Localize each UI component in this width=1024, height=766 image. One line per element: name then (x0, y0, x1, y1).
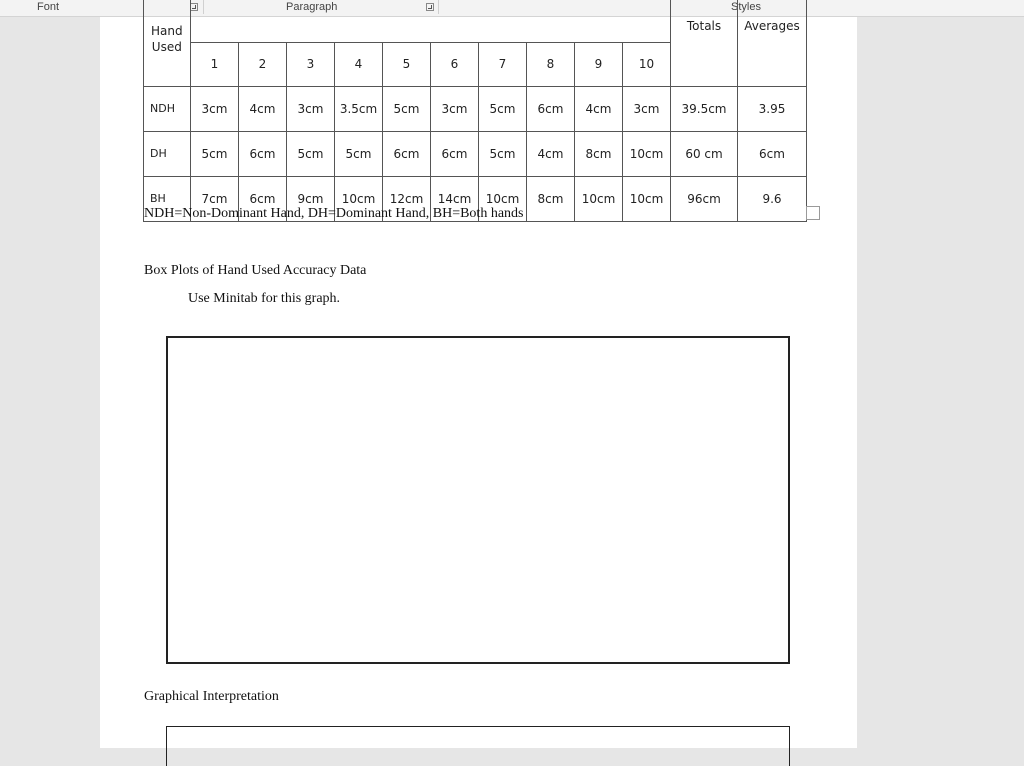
table-cell[interactable]: 10cm (335, 176, 383, 221)
table-cell[interactable]: 10cm (623, 176, 671, 221)
trial-number[interactable]: 5 (383, 42, 431, 86)
trial-number[interactable]: 2 (239, 42, 287, 86)
table-cell[interactable]: 4cm (575, 86, 623, 131)
table-cell[interactable]: 3cm (191, 86, 239, 131)
table-row-ndh (144, 86, 807, 131)
row-label[interactable]: BH (144, 176, 191, 221)
table-cell[interactable]: 14cm (431, 176, 479, 221)
boxplot-instruction: Use Minitab for this graph. (188, 291, 341, 306)
trial-number[interactable]: 9 (575, 42, 623, 86)
row-label[interactable]: NDH (144, 86, 191, 131)
table-cell[interactable]: 4cm (527, 131, 575, 176)
table-cell[interactable]: 6cm (527, 86, 575, 131)
table-cell[interactable]: 10cm (479, 176, 527, 221)
table-cell[interactable]: 8cm (527, 176, 575, 221)
table-cell[interactable]: 5cm (479, 131, 527, 176)
table-cell[interactable]: 4cm (239, 86, 287, 131)
table-cell[interactable]: 12cm (383, 176, 431, 221)
table-cell[interactable]: 6cm (383, 131, 431, 176)
averages-header[interactable]: Averages (738, 0, 807, 86)
table-cell[interactable]: 5cm (335, 131, 383, 176)
boxplot-placeholder-box[interactable] (166, 336, 790, 664)
average-cell[interactable]: 9.6 (738, 176, 807, 221)
total-cell[interactable]: 60 cm (671, 131, 738, 176)
trial-number[interactable]: 7 (479, 42, 527, 86)
table-cell[interactable]: 5cm (287, 131, 335, 176)
average-cell[interactable]: 6cm (738, 131, 807, 176)
trial-header-cell[interactable] (191, 0, 671, 42)
font-group-label: Font (37, 1, 60, 13)
row-header-label: Hand Used (151, 24, 183, 54)
table-row-dh (144, 131, 807, 176)
styles-group-label: Styles (731, 1, 761, 13)
trial-number[interactable]: 1 (191, 42, 239, 86)
table-cell[interactable]: 5cm (191, 131, 239, 176)
totals-header[interactable]: Totals (671, 0, 738, 86)
table-cell[interactable]: 10cm (575, 176, 623, 221)
table-cell[interactable]: 10cm (623, 131, 671, 176)
table-cell[interactable]: 3cm (623, 86, 671, 131)
total-cell[interactable]: 96cm (671, 176, 738, 221)
paragraph-group-label: Paragraph (286, 1, 338, 13)
table-cell[interactable]: 9cm (287, 176, 335, 221)
table-cell[interactable]: 6cm (239, 176, 287, 221)
trial-number[interactable]: 3 (287, 42, 335, 86)
table-cell[interactable]: 7cm (191, 176, 239, 221)
table-cell[interactable]: 3.5cm (335, 86, 383, 131)
row-label[interactable]: DH (144, 131, 191, 176)
table-cell[interactable]: 3cm (287, 86, 335, 131)
table-cell[interactable]: 5cm (383, 86, 431, 131)
boxplot-heading: Box Plots of Hand Used Accuracy Data (144, 263, 367, 278)
average-cell[interactable]: 3.95 (738, 86, 807, 131)
table-cell[interactable]: 6cm (431, 131, 479, 176)
table-cell[interactable]: 6cm (239, 131, 287, 176)
table-cell[interactable]: 3cm (431, 86, 479, 131)
trial-number[interactable]: 10 (623, 42, 671, 86)
trial-number[interactable]: 6 (431, 42, 479, 86)
table-cell[interactable]: 8cm (575, 131, 623, 176)
row-header-cell[interactable] (144, 0, 191, 86)
total-cell[interactable]: 39.5cm (671, 86, 738, 131)
table-resize-handle-icon[interactable] (806, 206, 820, 220)
document-page[interactable] (100, 17, 857, 748)
table-legend: NDH=Non-Dominant Hand, DH=Dominant Hand, BH=Both hands (144, 206, 524, 221)
trial-number[interactable]: 4 (335, 42, 383, 86)
trial-number[interactable]: 8 (527, 42, 575, 86)
interpretation-text-box[interactable] (166, 726, 790, 766)
interpretation-heading: Graphical Interpretation (144, 689, 279, 704)
accuracy-data-table (143, 0, 807, 222)
table-cell[interactable]: 5cm (479, 86, 527, 131)
